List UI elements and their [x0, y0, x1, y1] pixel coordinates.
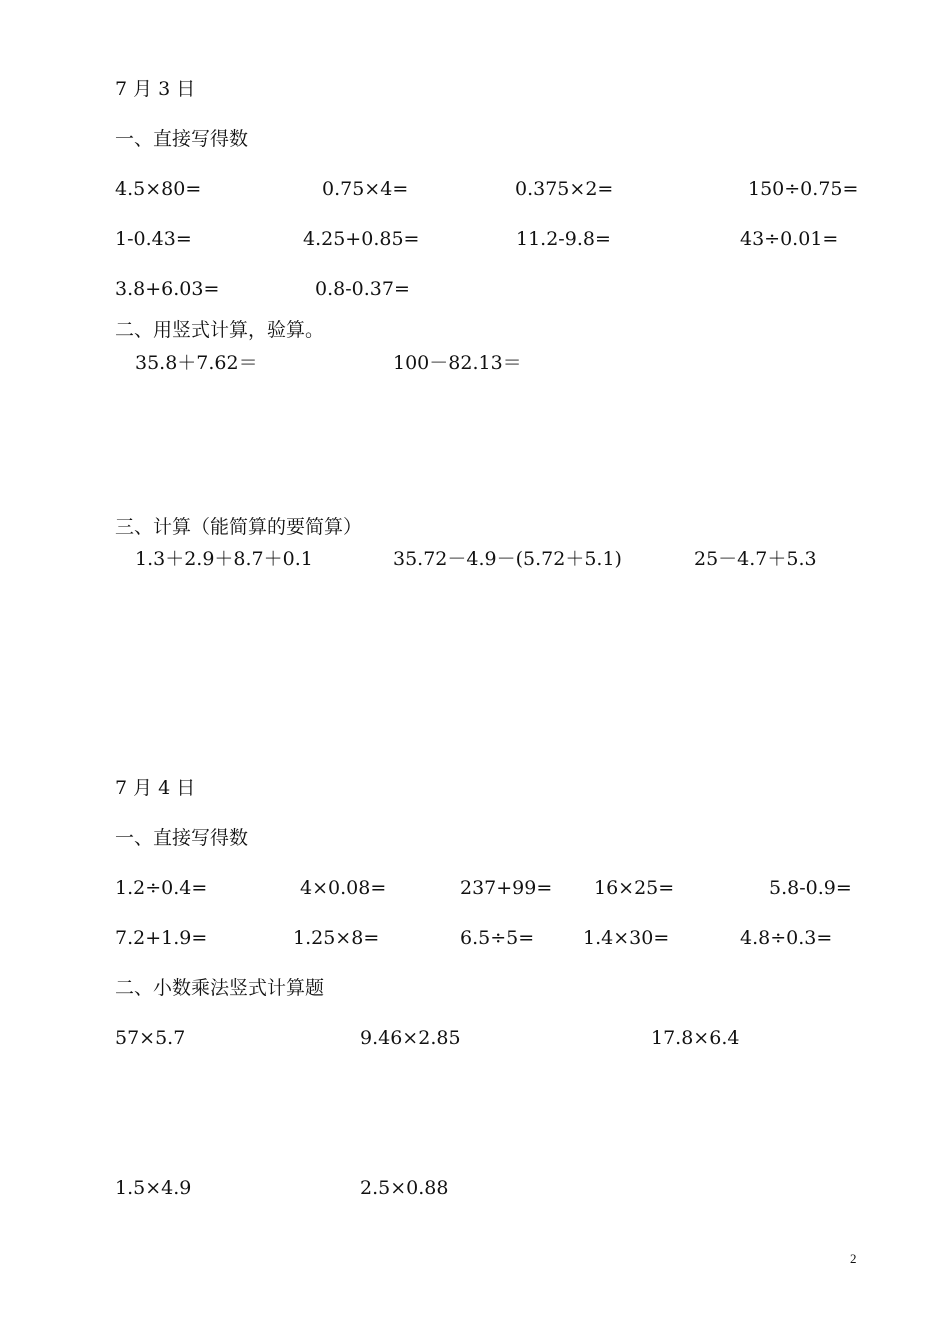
problem: 2.5×0.88 [360, 1177, 449, 1199]
problem: 4.5×80= [115, 178, 202, 200]
page-number: 2 [850, 1251, 857, 1266]
problem: 0.375×2= [515, 178, 614, 200]
problem: 1.3＋2.9＋8.7＋0.1 [135, 548, 313, 570]
problem: 0.75×4= [322, 178, 409, 200]
date-heading: 7 月 3 日 [115, 78, 196, 100]
problem: 25－4.7＋5.3 [694, 548, 817, 570]
problem: 4.8÷0.3= [740, 927, 833, 949]
problem: 1.4×30= [583, 927, 670, 949]
problem: 1.25×8= [293, 927, 380, 949]
problem: 4.25+0.85= [303, 228, 420, 250]
section-title: 三、计算（能简算的要简算） [115, 516, 363, 538]
section-title: 一、直接写得数 [115, 128, 249, 150]
section-title: 二、用竖式计算，验算。 [115, 319, 325, 341]
problem: 43÷0.01= [740, 228, 839, 250]
problem: 150÷0.75= [748, 178, 859, 200]
problem: 1-0.43= [115, 228, 192, 250]
problem: 4×0.08= [300, 877, 387, 899]
section-title: 二、小数乘法竖式计算题 [115, 977, 325, 999]
date-heading: 7 月 4 日 [115, 777, 196, 799]
problem: 237+99= [460, 877, 553, 899]
problem: 5.8-0.9= [769, 877, 852, 899]
problem: 9.46×2.85 [360, 1027, 461, 1049]
problem: 17.8×6.4 [651, 1027, 740, 1049]
problem: 1.5×4.9 [115, 1177, 192, 1199]
problem: 1.2÷0.4= [115, 877, 208, 899]
problem: 0.8-0.37= [315, 278, 410, 300]
problem: 57×5.7 [115, 1027, 186, 1049]
problem: 35.72－4.9－(5.72＋5.1) [393, 548, 622, 570]
problem: 3.8+6.03= [115, 278, 220, 300]
problem: 35.8＋7.62＝ [135, 352, 258, 374]
problem: 100－82.13＝ [393, 352, 522, 374]
section-title: 一、直接写得数 [115, 827, 249, 849]
problem: 6.5÷5= [460, 927, 535, 949]
problem: 11.2-9.8= [516, 228, 611, 250]
problem: 16×25= [594, 877, 675, 899]
problem: 7.2+1.9= [115, 927, 208, 949]
